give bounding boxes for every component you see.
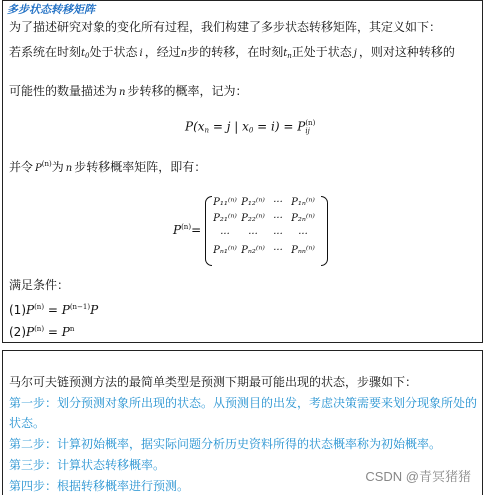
matrix-cell: Pₙₙ⁽ⁿ⁾: [291, 245, 315, 256]
matrix-cell: Pₙ₁⁽ⁿ⁾: [213, 245, 237, 256]
watermark: CSDN @青冥猪猪: [365, 469, 471, 484]
matrix-cell: P₂₂⁽ⁿ⁾: [241, 213, 265, 224]
text-segment: 步转移的概率，记为：: [127, 84, 248, 98]
matrix-cell: ···: [298, 229, 308, 240]
matrix-cell: P₁₂⁽ⁿ⁾: [241, 197, 265, 208]
math-P: P: [26, 325, 35, 339]
section-header: 多步状态转移矩阵: [7, 3, 95, 16]
eq-rest-sub: ij: [305, 127, 310, 135]
math-P: P: [35, 163, 42, 174]
math-sup: n: [69, 325, 75, 333]
matrix-cell: P₂₁⁽ⁿ⁾: [213, 213, 237, 224]
matrix-cell: ···: [220, 229, 230, 240]
matrix-cell: ···: [248, 229, 258, 240]
text-segment: ，经过: [144, 45, 181, 59]
matrix-lhs-P: P: [173, 223, 182, 237]
definition-panel: [2, 0, 483, 343]
matrix-eq-sign: =: [191, 223, 202, 237]
math-tn: t: [283, 48, 288, 59]
matrix-cell: ···: [273, 245, 283, 256]
text-segment: 并令: [9, 160, 34, 174]
condition-number: (2): [9, 325, 26, 339]
text-segment: 若系统在时刻: [9, 45, 82, 59]
text-segment: 可能性的数量描述为: [9, 84, 118, 98]
eq-lhs: P(x: [185, 119, 205, 134]
math-n: n: [119, 87, 126, 98]
matrix-right-bracket: [321, 196, 328, 266]
math-sup: (n): [34, 325, 45, 333]
math-n: n: [180, 48, 188, 59]
eq-rest: = i) = P: [253, 119, 306, 134]
matrix-lhs-sup: (n): [181, 223, 192, 231]
math-sup: (n): [34, 303, 45, 311]
matrix-cell: Pₙ₂⁽ⁿ⁾: [241, 245, 265, 256]
step-4: 第四步：根据转移概率进行预测。: [9, 479, 190, 493]
step-2: 第二步：计算初始概率，据实际问题分析历史资料所得的状态概率称为初始概率。: [9, 437, 442, 451]
matrix-cell: P₂ₙ⁽ⁿ⁾: [291, 213, 315, 224]
math-t0: t: [81, 48, 86, 59]
math-j: j: [353, 48, 357, 59]
text-segment: 为: [51, 160, 64, 174]
math-n: n: [65, 163, 73, 174]
text-segment: 步的转移，在时刻: [187, 45, 284, 59]
math-P: P: [26, 303, 35, 317]
intro-line: 为了描述研究对象的变化所有过程，我们构建了多步状态转移矩阵，其定义如下：: [9, 20, 442, 34]
matrix-cell: ···: [273, 229, 283, 240]
text-segment: 正处于状态: [291, 45, 352, 59]
transition-matrix: [173, 196, 323, 266]
matrix-cell: P₁₁⁽ⁿ⁾: [213, 197, 237, 208]
condition-1: [9, 299, 98, 318]
step-3: 第三步：计算状态转移概率。: [9, 458, 166, 472]
eq-mid: = j | x: [209, 119, 249, 134]
math-t0-sub: 0: [85, 52, 90, 60]
matrix-left-bracket: [205, 196, 212, 266]
math-P: = P: [44, 325, 70, 339]
matrix-lhs: [173, 223, 201, 237]
text-segment: 处于状态: [89, 45, 138, 59]
steps-intro: 马尔可夫链预测方法的最简单类型是预测下期最可能出现的状态，步骤如下：: [9, 375, 418, 389]
eq-rest-sup: (n): [305, 119, 316, 127]
math-P-sup: (n): [41, 160, 52, 168]
step-1: 第一步：划分预测对象所出现的状态。从预测目的出发，考虑决策需要来划分现象所处的: [9, 396, 478, 410]
math-P: P: [90, 303, 99, 317]
math-tn-sub: n: [287, 52, 292, 60]
eq-mid-sub: 0: [248, 126, 254, 135]
math-P: = P: [44, 303, 70, 317]
matrix-cell: P₁ₙ⁽ⁿ⁾: [291, 197, 315, 208]
eq-lhs-sub: n: [204, 126, 210, 135]
matrix-cell: ···: [273, 197, 283, 208]
conditions-label: 满足条件：: [9, 278, 70, 292]
matrix-intro-line: [9, 156, 206, 177]
condition-number: (1): [9, 303, 26, 317]
description-line: [9, 83, 247, 101]
matrix-cell: ···: [273, 213, 283, 224]
text-segment: ，则对这种转移的: [358, 45, 455, 59]
definition-line: [9, 44, 455, 64]
math-i: i: [139, 48, 143, 59]
matrix-grid: [213, 197, 317, 261]
text-segment: 步转移概率矩阵，即有：: [74, 160, 207, 174]
step-1-cont: 状态。: [9, 416, 46, 430]
condition-2: [9, 321, 74, 340]
math-sup: (n−1): [69, 303, 91, 311]
transition-probability-equation: [185, 119, 315, 135]
